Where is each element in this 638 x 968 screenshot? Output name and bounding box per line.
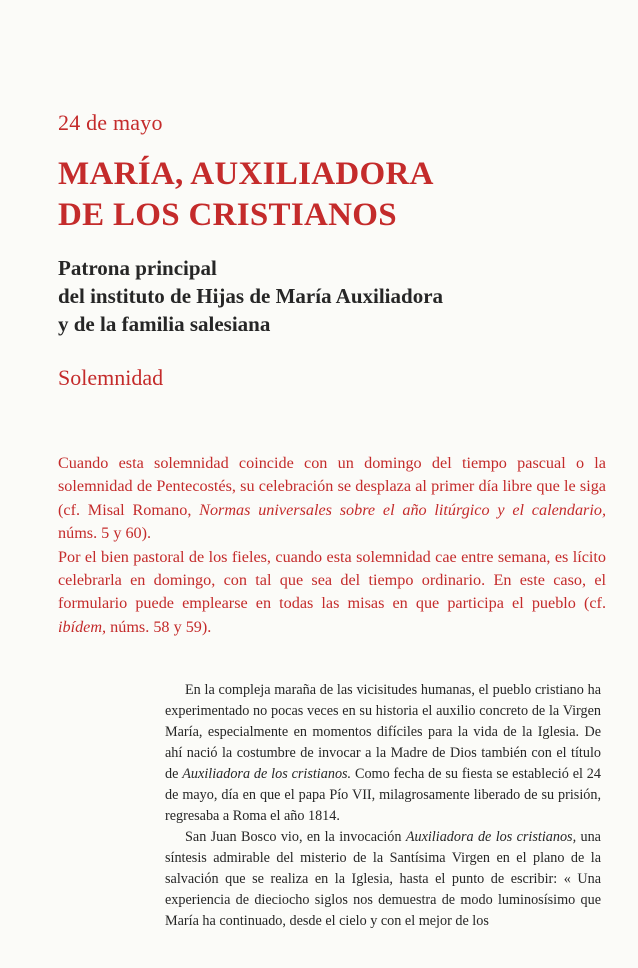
feast-subtitle-line-3: y de la familia salesiana: [58, 312, 271, 336]
rubric-p2-text-b: núms. 58 y 59).: [106, 617, 212, 636]
reading-paragraph-1: [165, 680, 601, 827]
rubric-paragraph-1: [58, 452, 606, 546]
rubric-paragraph-2: [58, 546, 606, 640]
rubric-p1-text-b: núms. 5 y 60).: [58, 524, 152, 543]
feast-subtitle: [58, 254, 598, 338]
feast-subtitle-line-1: Patrona principal: [58, 256, 217, 280]
reading-p2-text-b: una síntesis admirable del misterio de la Santísima Virgen en el plano de la salvación que se realiza en la Iglesia, hasta el punto de escribir: « Una experiencia de dieciocho siglos nos demuestra de modo luminosísimo que María ha continuado, desde el cielo y con el mejor de los: [165, 829, 601, 929]
reading-p2-text-a: San Juan Bosco vio, en la invocación: [185, 829, 406, 845]
reading-p2-title: Auxiliadora de los cristianos,: [405, 829, 577, 845]
rubric-p2-text-a: Por el bien pastoral de los fieles, cuando esta solemnidad cae entre semana, es lícito celebrarla en domingo, con tal que sea del tiempo ordinario. En este caso, el formulario puede emplearse en todas las misas en que participa el pueblo (cf.: [58, 547, 606, 613]
rubric-notes: [58, 452, 606, 639]
feast-title-line-2: DE LOS CRISTIANOS: [58, 197, 397, 233]
introductory-reading: [165, 680, 601, 932]
feast-subtitle-line-2: del instituto de Hijas de María Auxiliadora: [58, 284, 444, 308]
reading-paragraph-2: [165, 827, 601, 932]
rubric-p1-text-a: Cuando esta solemnidad coincide con un domingo del tiempo pascual o la solemnidad de Pentecostés, su celebración se desplaza al primer día libre que le siga (cf. Misal Romano,: [58, 454, 606, 519]
reading-p1-text-b: Como fecha de su fiesta se estableció el 24 de mayo, día en que el papa Pío VII, milagrosamente liberado de su prisión, regresaba a Roma el año 1814.: [165, 766, 601, 824]
liturgical-rank: Solemnidad: [58, 365, 164, 390]
feast-title: [58, 154, 598, 236]
feast-date: 24 de mayo: [58, 110, 163, 135]
feast-title-line-1: MARÍA, AUXILIADORA: [58, 156, 434, 192]
reading-p1-title: Auxiliadora de los cristianos.: [182, 766, 352, 782]
reading-p1-text-a: En la compleja maraña de las vicisitudes humanas, el pueblo cristiano ha experimentado no pocas veces en su historia el auxilio concreto de la Virgen María, especialmente en momentos difíciles para la vida de la Iglesia. De ahí nació la costumbre de invocar a la Madre de Dios también con el título de: [165, 682, 601, 782]
rubric-p1-reference: Normas universales sobre el año litúrgico y el calendario,: [199, 500, 606, 519]
rubric-p2-reference: ibídem,: [58, 617, 107, 636]
